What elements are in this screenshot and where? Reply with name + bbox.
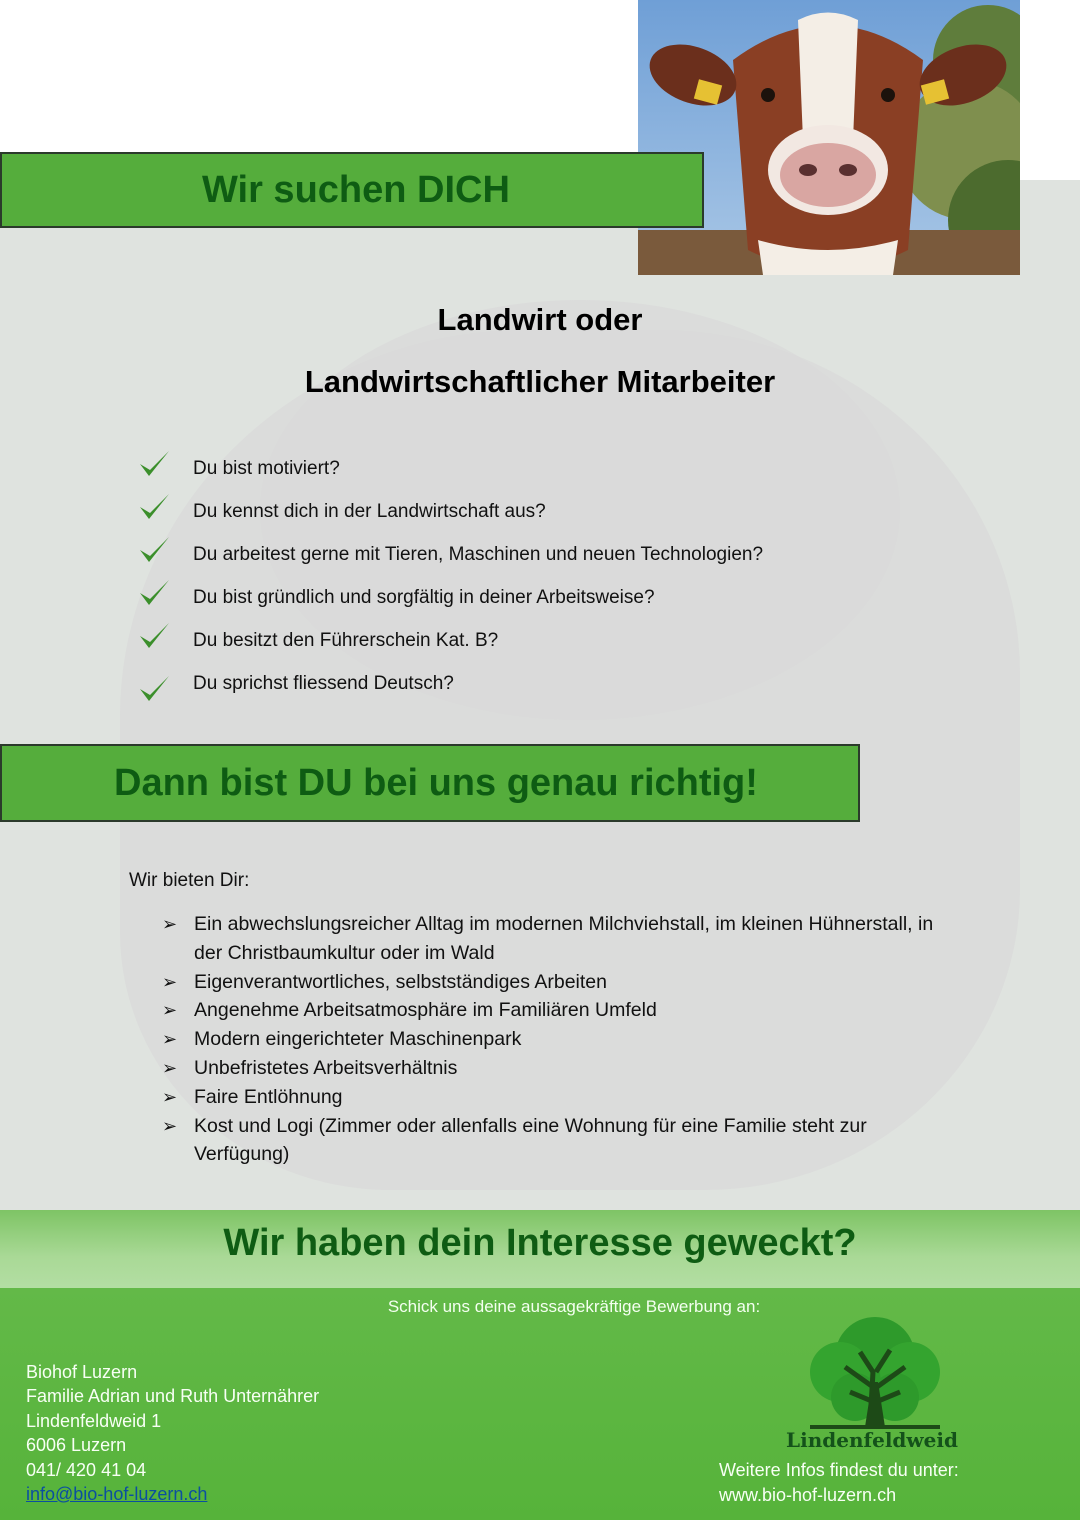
offer-item [160,1054,960,1083]
offer-intro: Wir bieten Dir: [129,870,250,891]
check-icon [136,448,172,482]
offer-item-text: Eigenverantwortliches, selbstständiges Arbeiten [194,970,607,993]
requirement-item [136,448,896,491]
requirement-text: Du bist motiviert? [193,458,340,479]
check-icon [136,491,172,525]
arrow-bullet-icon: ➢ [162,1000,178,1021]
address-family: Familie Adrian und Ruth Unternährer [26,1386,320,1407]
offer-item-text: Kost und Logi (Zimmer oder allenfalls eine Wohnung für eine Familie steht zur Verfügung) [194,1114,867,1166]
offer-item [160,910,960,968]
job-title-line2: Landwirtschaftlicher Mitarbeiter [304,364,776,399]
offer-item-text: Angenehme Arbeitsatmosphäre im Familiären Umfeld [194,999,657,1022]
middle-banner [0,744,860,822]
more-info-label: Weitere Infos findest du unter: [719,1460,959,1480]
cow-photo [638,0,1020,275]
offer-item-text: Unbefristetes Arbeitsverhältnis [194,1056,458,1079]
check-icon [136,620,172,654]
check-icon [136,673,172,707]
arrow-bullet-icon: ➢ [162,914,178,934]
offer-list [160,910,960,1169]
requirement-text: Du besitzt den Führerschein Kat. B? [193,630,499,651]
requirements-list [136,448,896,706]
address-street: Lindenfeldweid 1 [26,1410,162,1431]
offer-item-text: Ein abwechslungsreicher Alltag im modernen Milchviehstall, im kleinen Hühnerstall, in der Christbaumkultur oder im Wald [194,913,934,964]
requirement-text: Du bist gründlich und sorgfältig in deiner Arbeitsweise? [193,587,655,608]
offer-item [160,996,960,1025]
address-phone: 041/ 420 41 04 [26,1459,147,1480]
offer-item [160,968,960,997]
check-icon [136,534,172,568]
arrow-bullet-icon: ➢ [162,1029,178,1050]
footer-title: Wir haben dein Interesse geweckt? [223,1222,857,1264]
arrow-bullet-icon: ➢ [162,1057,178,1078]
footer-subtitle: Schick uns deine aussagekräftige Bewerbung an: [387,1297,761,1316]
requirement-item [136,620,896,663]
header-banner [0,152,704,228]
arrow-bullet-icon: ➢ [162,1086,178,1107]
check-icon [136,577,172,611]
address-name: Biohof Luzern [26,1362,138,1382]
offer-item-text: Modern eingerichteter Maschinenpark [194,1028,522,1051]
arrow-bullet-icon: ➢ [162,971,178,992]
more-info [719,1458,959,1508]
job-title-line1: Landwirt oder [437,302,643,337]
contact-address [26,1360,319,1506]
address-city: 6006 Luzern [26,1435,127,1456]
offer-item-text: Faire Entlöhnung [194,1085,343,1108]
requirement-item [136,534,896,577]
email-link[interactable]: info@bio-hof-luzern.ch [26,1484,208,1505]
arrow-bullet-icon: ➢ [162,1115,178,1136]
requirement-text: Du kennst dich in der Landwirtschaft aus? [193,501,546,522]
requirement-text: Du arbeitest gerne mit Tieren, Maschinen und neuen Technologien? [193,544,764,565]
middle-banner-text: Dann bist DU bei uns genau richtig! [114,761,758,804]
requirement-item [136,577,896,620]
logo-text: Lindenfeldweid [786,1428,958,1452]
requirement-text: Du sprichst fliessend Deutsch? [193,673,454,694]
offer-item [160,1112,960,1170]
requirement-item [136,663,896,706]
website-link[interactable]: www.bio-hof-luzern.ch [719,1485,897,1505]
offer-item [160,1025,960,1054]
requirement-item [136,491,896,534]
header-banner-text: Wir suchen DICH [202,168,510,211]
offer-item [160,1083,960,1112]
